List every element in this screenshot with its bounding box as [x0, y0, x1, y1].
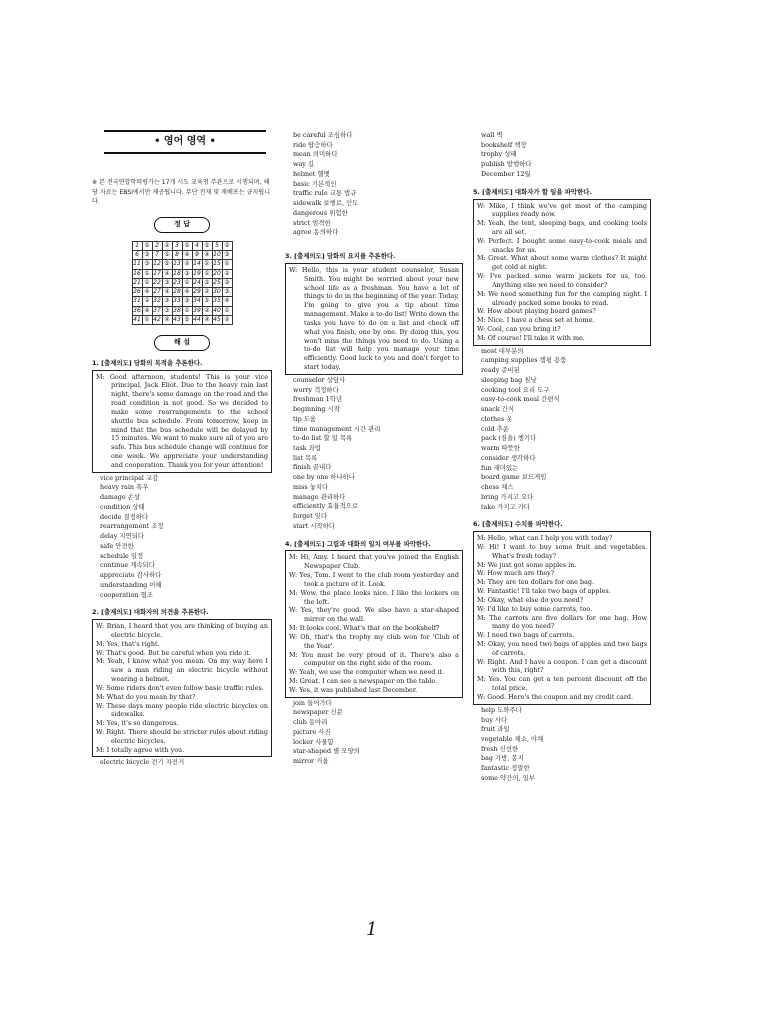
- answer-choice: ①: [202, 269, 212, 278]
- vocab-item: to-do list 할 일 목록: [293, 434, 353, 443]
- question-6-heading: 6. [출제의도] 수치를 파악한다.: [473, 520, 563, 529]
- vocab-item: ready 준비된: [481, 366, 520, 375]
- answer-row: [132, 250, 232, 259]
- dialog-line: M: Hello, what can I help you with today?: [477, 534, 613, 543]
- question-6-vocab: [473, 706, 651, 784]
- question-number: 5: [212, 241, 222, 250]
- answer-choice: ④: [162, 269, 172, 278]
- question-number: 34: [193, 297, 201, 305]
- dialog-line: M: Of course! I'll take it with me.: [477, 333, 585, 342]
- question-number: 14: [193, 260, 201, 268]
- dialog-line: W: Right. And I have a coupon. I can get a discount with this, right?: [477, 657, 647, 675]
- answer-choice: ①: [182, 278, 192, 287]
- vocab-item: cooking tool 요리 도구: [481, 385, 550, 394]
- vocab-item: efficiently 효율적으로: [293, 502, 359, 511]
- question-number: 11: [133, 260, 141, 268]
- question-1-vocab: [92, 474, 272, 601]
- answer-choice: ③: [222, 250, 232, 259]
- answer-choice: ⑤: [202, 297, 212, 306]
- answer-row: [132, 260, 232, 269]
- vocab-item: most 대부분의: [481, 346, 524, 355]
- question-number: 3: [172, 241, 182, 250]
- dialog-line: W: Right. There should be stricter rules about riding electric bicycles.: [96, 728, 268, 745]
- answer-row: [132, 288, 232, 297]
- answer-choice: ③: [222, 278, 232, 287]
- answer-table: [132, 241, 233, 325]
- dialog-line: W: I need two bags of carrots.: [477, 631, 575, 640]
- question-number: 7: [152, 250, 162, 259]
- question-number: 29: [193, 288, 201, 296]
- question-number: 21: [133, 278, 141, 286]
- question-number: 33: [173, 297, 181, 305]
- answer-choice: ②: [202, 288, 212, 297]
- question-number: 8: [172, 250, 182, 259]
- question-number: 2: [152, 241, 162, 250]
- vocab-item: clothes 옷: [481, 414, 513, 423]
- vocab-item: fruit 과일: [481, 725, 510, 734]
- question-number: 1: [132, 241, 142, 250]
- answer-choice: ②: [202, 306, 212, 315]
- question-number: 43: [173, 315, 181, 323]
- question-2-dialog: [92, 619, 272, 757]
- question-3-dialog: [285, 263, 463, 375]
- vocab-item: helmet 헬멧: [293, 169, 330, 178]
- answer-choice: ①: [222, 260, 232, 269]
- question-number: 30: [213, 288, 221, 296]
- vocab-item: some 약간의, 일부: [481, 773, 535, 782]
- question-number: 10: [213, 250, 221, 258]
- dialog-line: W: I've packed some warm jackets for us, too. Anything else we need to consider?: [477, 272, 647, 289]
- dialog-line: M: I totally agree with you.: [96, 745, 185, 754]
- vocab-item: worry 걱정하다: [293, 385, 339, 394]
- vocab-item: picture 사진: [293, 727, 331, 736]
- question-2-heading: 2. [출제의도] 대화자의 의견을 추론한다.: [92, 608, 209, 617]
- dialog-line: W: Hi! I want to buy some fruit and vegetables. What's fresh today?: [477, 542, 647, 560]
- answer-choice: ⑤: [162, 260, 172, 269]
- vocab-item: list 목록: [293, 453, 318, 462]
- answer-choice: ④: [162, 315, 172, 324]
- vocab-item: strict 엄격한: [293, 218, 331, 227]
- vocab-item: miss 놓치다: [293, 482, 329, 491]
- vocab-item: bring 가지고 오다: [481, 492, 534, 501]
- dialog-line: M: Good afternoon, students! This is your vice principal, Jack Eliot. Due to the heavy rain last night, there's some damage on the road and the road condition is not good. So we decided to make some rearrangements to the school shuttle bus schedule. From tomorrow, keep in mind that the bus schedule will be delayed by 15 minutes. We want to make sure all of you are safe. This bus schedule change will continue for one week. We appreciate your understanding and cooperation. Thank you for your attention!: [96, 372, 268, 469]
- question-number: 13: [173, 260, 181, 268]
- vocab-item: newspaper 신문: [293, 708, 343, 717]
- vocab-item: schedule 일정: [100, 551, 144, 560]
- dialog-line: W: That's good. But be careful when you ride it.: [96, 648, 251, 657]
- answer-choice: ②: [182, 260, 192, 269]
- dialog-line: W: Oh, that's the trophy my club won for 'Club of the Year'.: [289, 632, 459, 650]
- dialog-line: M: Wow, the place looks nice. I like the lockers on the left.: [289, 588, 459, 606]
- question-4-vocab: [285, 699, 463, 767]
- question-number: 27: [153, 288, 161, 296]
- vocab-item: mean 의미하다: [293, 150, 338, 159]
- question-number: 18: [173, 269, 181, 277]
- answer-choice: ④: [142, 306, 152, 315]
- vocab-item: cold 추운: [481, 424, 509, 433]
- vocab-item: dangerous 위험한: [293, 208, 348, 217]
- question-1-heading: 1. [출제의도] 담화의 목적을 추론한다.: [92, 358, 203, 367]
- answer-row: [132, 306, 232, 315]
- vocab-item: task 과업: [293, 443, 321, 452]
- dialog-line: W: How about playing board games?: [477, 307, 596, 316]
- vocab-item: board game 보드게임: [481, 473, 547, 482]
- vocab-item: chess 체스: [481, 483, 514, 492]
- dialog-line: W: Some riders don't even follow basic traffic rules.: [96, 683, 264, 692]
- answer-choice: ⑤: [202, 241, 212, 250]
- dialog-line: W: Fantastic! I'll take two bags of apples.: [477, 587, 611, 596]
- answer-choice: ⑤: [142, 241, 152, 250]
- vocab-item: vice principal 교감: [100, 473, 159, 482]
- question-3-heading: 3. [출제의도] 담화의 요지를 추론한다.: [285, 252, 396, 261]
- dialog-line: M: Hi, Amy. I heard that you've joined the English Newspaper Club.: [289, 553, 459, 571]
- vocab-item: star-shaped 별 모양의: [293, 747, 360, 756]
- answer-choice: ④: [182, 250, 192, 259]
- vocab-item: decide 결정하다: [100, 512, 149, 521]
- vocab-item: damage 손상: [100, 493, 141, 502]
- answer-choice: ③: [182, 269, 192, 278]
- dialog-line: M: Yeah, I know what you mean. On my way here I saw a man riding an electric bicycle without wearing a helmet.: [96, 657, 268, 684]
- vocab-item: time management 시간 관리: [293, 424, 381, 433]
- question-4-dialog: [285, 550, 463, 697]
- vocab-item: take 가지고 가다: [481, 502, 530, 511]
- answer-choice: ⑤: [162, 250, 172, 259]
- vocab-item: electric bicycle 전기 자전거: [100, 758, 185, 767]
- vocab-item: understanding 이해: [100, 580, 162, 589]
- answer-choice: ②: [222, 241, 232, 250]
- explain-label: 해 설: [154, 335, 210, 351]
- answer-choice: ③: [162, 306, 172, 315]
- vocab-item: freshman 1학년: [293, 395, 343, 404]
- vocab-item: manage 관리하다: [293, 492, 346, 501]
- vocab-item: fun 재미있는: [481, 463, 519, 472]
- dialog-line: W: These days many people ride electric bicycles on sidewalks.: [96, 701, 268, 719]
- vocab-item: bookshelf 책장: [481, 140, 527, 149]
- vocab-item: heavy rain 폭우: [100, 483, 149, 492]
- vocab-item: agree 동의하다: [293, 228, 339, 237]
- answer-choice: ①: [202, 260, 212, 269]
- answer-choice: ④: [202, 250, 212, 259]
- dialog-line: W: Hello, this is your student counselor, Susan Smith. You might be worried about your new school life as a freshman. You have a lot of things to do in the beginning of the year. Today, I'm going to give you a tip about time management. Make a to-do list! Write down the tasks you have to do on a list and check off what you finish, one by one. By doing this, you won't miss the things you need to do. Using a to-do list will help you manage your time efficiently. Good luck to you and don't forget to start today.: [289, 265, 460, 372]
- dialog-line: M: The carrots are five dollars for one bag. How many do you need?: [477, 613, 647, 631]
- dialog-line: M: Great. What about some warm clothes? It might get cold at night.: [477, 254, 647, 272]
- question-number: 9: [192, 250, 202, 259]
- dialog-line: M: They are ten dollars for one bag.: [477, 578, 595, 587]
- dialog-line: M: Yes, that's right.: [96, 639, 160, 648]
- answer-choice: ⑤: [182, 241, 192, 250]
- question-2-vocab: [92, 758, 272, 768]
- question-number: 40: [213, 306, 221, 314]
- answer-choice: ③: [142, 250, 152, 259]
- question-4-heading: 4. [출제의도] 그림과 대화의 일치 여부를 파악한다.: [285, 539, 431, 548]
- question-number: 42: [153, 315, 161, 323]
- answer-choice: ③: [162, 297, 172, 306]
- dialog-line: M: Yes. You can get a ten percent discount off the total price.: [477, 675, 647, 693]
- vocab-item: buy 사다: [481, 715, 508, 724]
- answer-choice: ④: [162, 288, 172, 297]
- answer-choice: ④: [222, 297, 232, 306]
- question-number: 23: [173, 278, 181, 286]
- answer-choice: ①: [142, 269, 152, 278]
- vocab-item: fantastic 정말한: [481, 764, 530, 773]
- question-5-vocab: [473, 347, 651, 512]
- vocab-item: publish 발행하다: [481, 160, 532, 169]
- vocab-item: appreciate 감사하다: [100, 571, 162, 580]
- question-2-vocab-cont: [285, 131, 463, 238]
- dialog-line: W: Brian, I heard that you are thinking of buying an electric bicycle.: [96, 622, 268, 639]
- vocab-item: consider 생각하다: [481, 453, 536, 462]
- vocab-item: tip 도움: [293, 414, 317, 423]
- question-1-dialog: [92, 370, 272, 473]
- question-4-vocab-cont: [473, 131, 651, 180]
- question-number: 15: [213, 260, 221, 268]
- question-number: 39: [193, 306, 201, 314]
- question-number: 16: [133, 269, 141, 277]
- vocab-item: basic 기본적인: [293, 179, 337, 188]
- answer-choice: ③: [142, 260, 152, 269]
- dialog-line: M: We just got some apples in.: [477, 560, 577, 569]
- vocab-item: pack (짐을) 챙기다: [481, 434, 537, 443]
- answer-choice: ①: [142, 278, 152, 287]
- answer-choice: ④: [182, 288, 192, 297]
- vocab-item: fresh 신선한: [481, 744, 519, 753]
- vocab-item: easy-to-cook meal 간편식: [481, 395, 560, 404]
- question-number: 17: [153, 269, 161, 277]
- answers-label: 정 답: [154, 217, 210, 233]
- vocab-item: locker 사물함: [293, 737, 334, 746]
- dialog-line: M: Yes, it's so dangerous.: [96, 719, 179, 728]
- answer-choice: ⑤: [202, 278, 212, 287]
- question-number: 6: [132, 250, 142, 259]
- question-number: 20: [213, 269, 221, 277]
- dialog-line: W: Yeah, we use the computer when we need it.: [289, 668, 444, 677]
- answer-row: [132, 269, 232, 278]
- vocab-item: mirror 거울: [293, 757, 329, 766]
- vocab-item: counselor 상담사: [293, 375, 346, 384]
- vocab-item: rearrangement 조정: [100, 522, 164, 531]
- question-3-vocab: [285, 376, 463, 532]
- question-number: 25: [213, 278, 221, 286]
- dialog-line: M: Yeah, the tent, sleeping bags, and cooking tools are all set.: [477, 219, 647, 236]
- dialog-line: W: Yes, Tom. I went to the club room yesterday and took a picture of it. Look.: [289, 571, 459, 588]
- answer-row: [132, 297, 232, 306]
- question-number: 22: [153, 278, 161, 286]
- dialog-line: W: How much are they?: [477, 569, 555, 578]
- answer-row: [132, 241, 232, 250]
- answer-choice: ③: [222, 288, 232, 297]
- question-number: 4: [192, 241, 202, 250]
- vocab-item: ride 탑승하다: [293, 140, 333, 149]
- vocab-item: sleeping bag 침낭: [481, 375, 537, 384]
- answer-choice: ②: [162, 241, 172, 250]
- page-number: 1: [366, 919, 378, 940]
- vocab-item: vegetable 채소, 야채: [481, 735, 544, 743]
- question-6-dialog: [473, 531, 651, 705]
- vocab-item: snack 간식: [481, 405, 515, 414]
- question-number: 26: [133, 288, 141, 296]
- vocab-item: sidewalk 보행로, 인도: [293, 199, 359, 208]
- vocab-item: wall 벽: [481, 131, 503, 139]
- dialog-line: M: It looks cool. What's that on the bookshelf?: [289, 624, 440, 633]
- notice-text: ※ 본 전국연합학력평가는 17개 시도 교육청 주관으로 시행되며, 해당 자료는 EBSi에서만 제공됩니다. 무단 전재 및 재배포는 금지됩니다.: [92, 178, 271, 206]
- answer-choice: ④: [142, 288, 152, 297]
- vocab-item: help 도와주다: [481, 705, 522, 714]
- answer-choice: ②: [142, 297, 152, 306]
- answer-choice: ①: [142, 315, 152, 324]
- vocab-item: way 길: [293, 160, 315, 169]
- column-3: [473, 130, 651, 784]
- vocab-item: trophy 상패: [481, 150, 517, 159]
- question-number: 28: [173, 288, 181, 296]
- question-number: 41: [133, 315, 141, 323]
- answer-choice: ③: [162, 278, 172, 287]
- dialog-line: M: Nice. I have a chess set at home.: [477, 316, 595, 325]
- answer-choice: ②: [222, 315, 232, 324]
- vocab-item: December 12월: [481, 169, 531, 178]
- dialog-line: W: Cool, can you bring it?: [477, 325, 561, 334]
- answer-row: [132, 315, 232, 324]
- answer-choice: ①: [182, 306, 192, 315]
- dialog-line: W: Yes, they're good. We also have a star-shaped mirror on the wall.: [289, 606, 459, 624]
- dialog-line: W: Perfect. I bought some easy-to-cook meals and snacks for us.: [477, 236, 647, 254]
- question-number: 37: [153, 306, 161, 314]
- vocab-item: be careful 조심하다: [293, 131, 353, 139]
- dialog-line: M: What do you mean by that?: [96, 692, 196, 701]
- answer-choice: ②: [222, 269, 232, 278]
- dialog-line: M: You must be very proud of it. There's also a computer on the right side of the room.: [289, 650, 459, 668]
- vocab-item: club 동아리: [293, 718, 328, 727]
- dialog-line: M: Great. I can see a newspaper on the table.: [289, 677, 438, 686]
- question-5-heading: 5. [출제의도] 대화자가 할 일을 파악한다.: [473, 187, 592, 196]
- question-number: 44: [193, 315, 201, 323]
- dialog-line: M: We need something fun for the camping night. I already packed some books to read.: [477, 289, 647, 307]
- vocab-item: start 시작하다: [293, 521, 336, 530]
- question-number: 45: [213, 315, 221, 323]
- question-number: 24: [193, 278, 201, 286]
- dialog-line: M: Okay, you need two bags of apples and two bags of carrots.: [477, 640, 647, 657]
- vocab-item: delay 지연되다: [100, 532, 145, 541]
- vocab-item: safe 안전한: [100, 541, 134, 550]
- dialog-line: W: I'd like to buy some carrots, too.: [477, 604, 593, 613]
- question-5-dialog: [473, 199, 651, 346]
- vocab-item: continue 계속되다: [100, 561, 155, 570]
- question-number: 36: [133, 306, 141, 314]
- question-number: 31: [133, 297, 141, 305]
- question-number: 32: [153, 297, 161, 305]
- question-number: 35: [213, 297, 221, 305]
- vocab-item: warm 따뜻한: [481, 444, 520, 453]
- column-1: [92, 130, 272, 768]
- vocab-item: bag 가방, 봉지: [481, 754, 524, 763]
- vocab-item: cooperation 협조: [100, 590, 153, 599]
- dialog-line: M: Okay, what else do you need?: [477, 595, 584, 604]
- vocab-item: forget 잊다: [293, 512, 328, 521]
- dialog-line: W: Yes, it was published last December.: [289, 685, 418, 694]
- vocab-item: one by one 하나하나: [293, 473, 355, 482]
- vocab-item: beginning 시작: [293, 405, 340, 414]
- question-number: 12: [153, 260, 161, 268]
- vocab-item: finish 끝내다: [293, 463, 332, 472]
- answer-choice: ①: [222, 306, 232, 315]
- answer-choice: ⑤: [182, 315, 192, 324]
- column-2: [285, 130, 463, 767]
- dialog-line: W: Good. Here's the coupon and my credit card.: [477, 692, 634, 701]
- vocab-item: camping supplies 캠핑 용품: [481, 356, 567, 365]
- question-number: 38: [173, 306, 181, 314]
- vocab-item: condition 상태: [100, 502, 145, 511]
- answer-row: [132, 278, 232, 287]
- question-number: 19: [193, 269, 201, 277]
- answer-choice: ③: [182, 297, 192, 306]
- dialog-line: W: Mike, I think we've got most of the camping supplies ready now.: [477, 201, 647, 219]
- vocab-item: traffic rule 교통 법규: [293, 189, 357, 198]
- vocab-item: join 들어가다: [293, 698, 332, 707]
- section-title: • 영어 영역 •: [104, 130, 266, 154]
- answer-choice: ④: [202, 315, 212, 324]
